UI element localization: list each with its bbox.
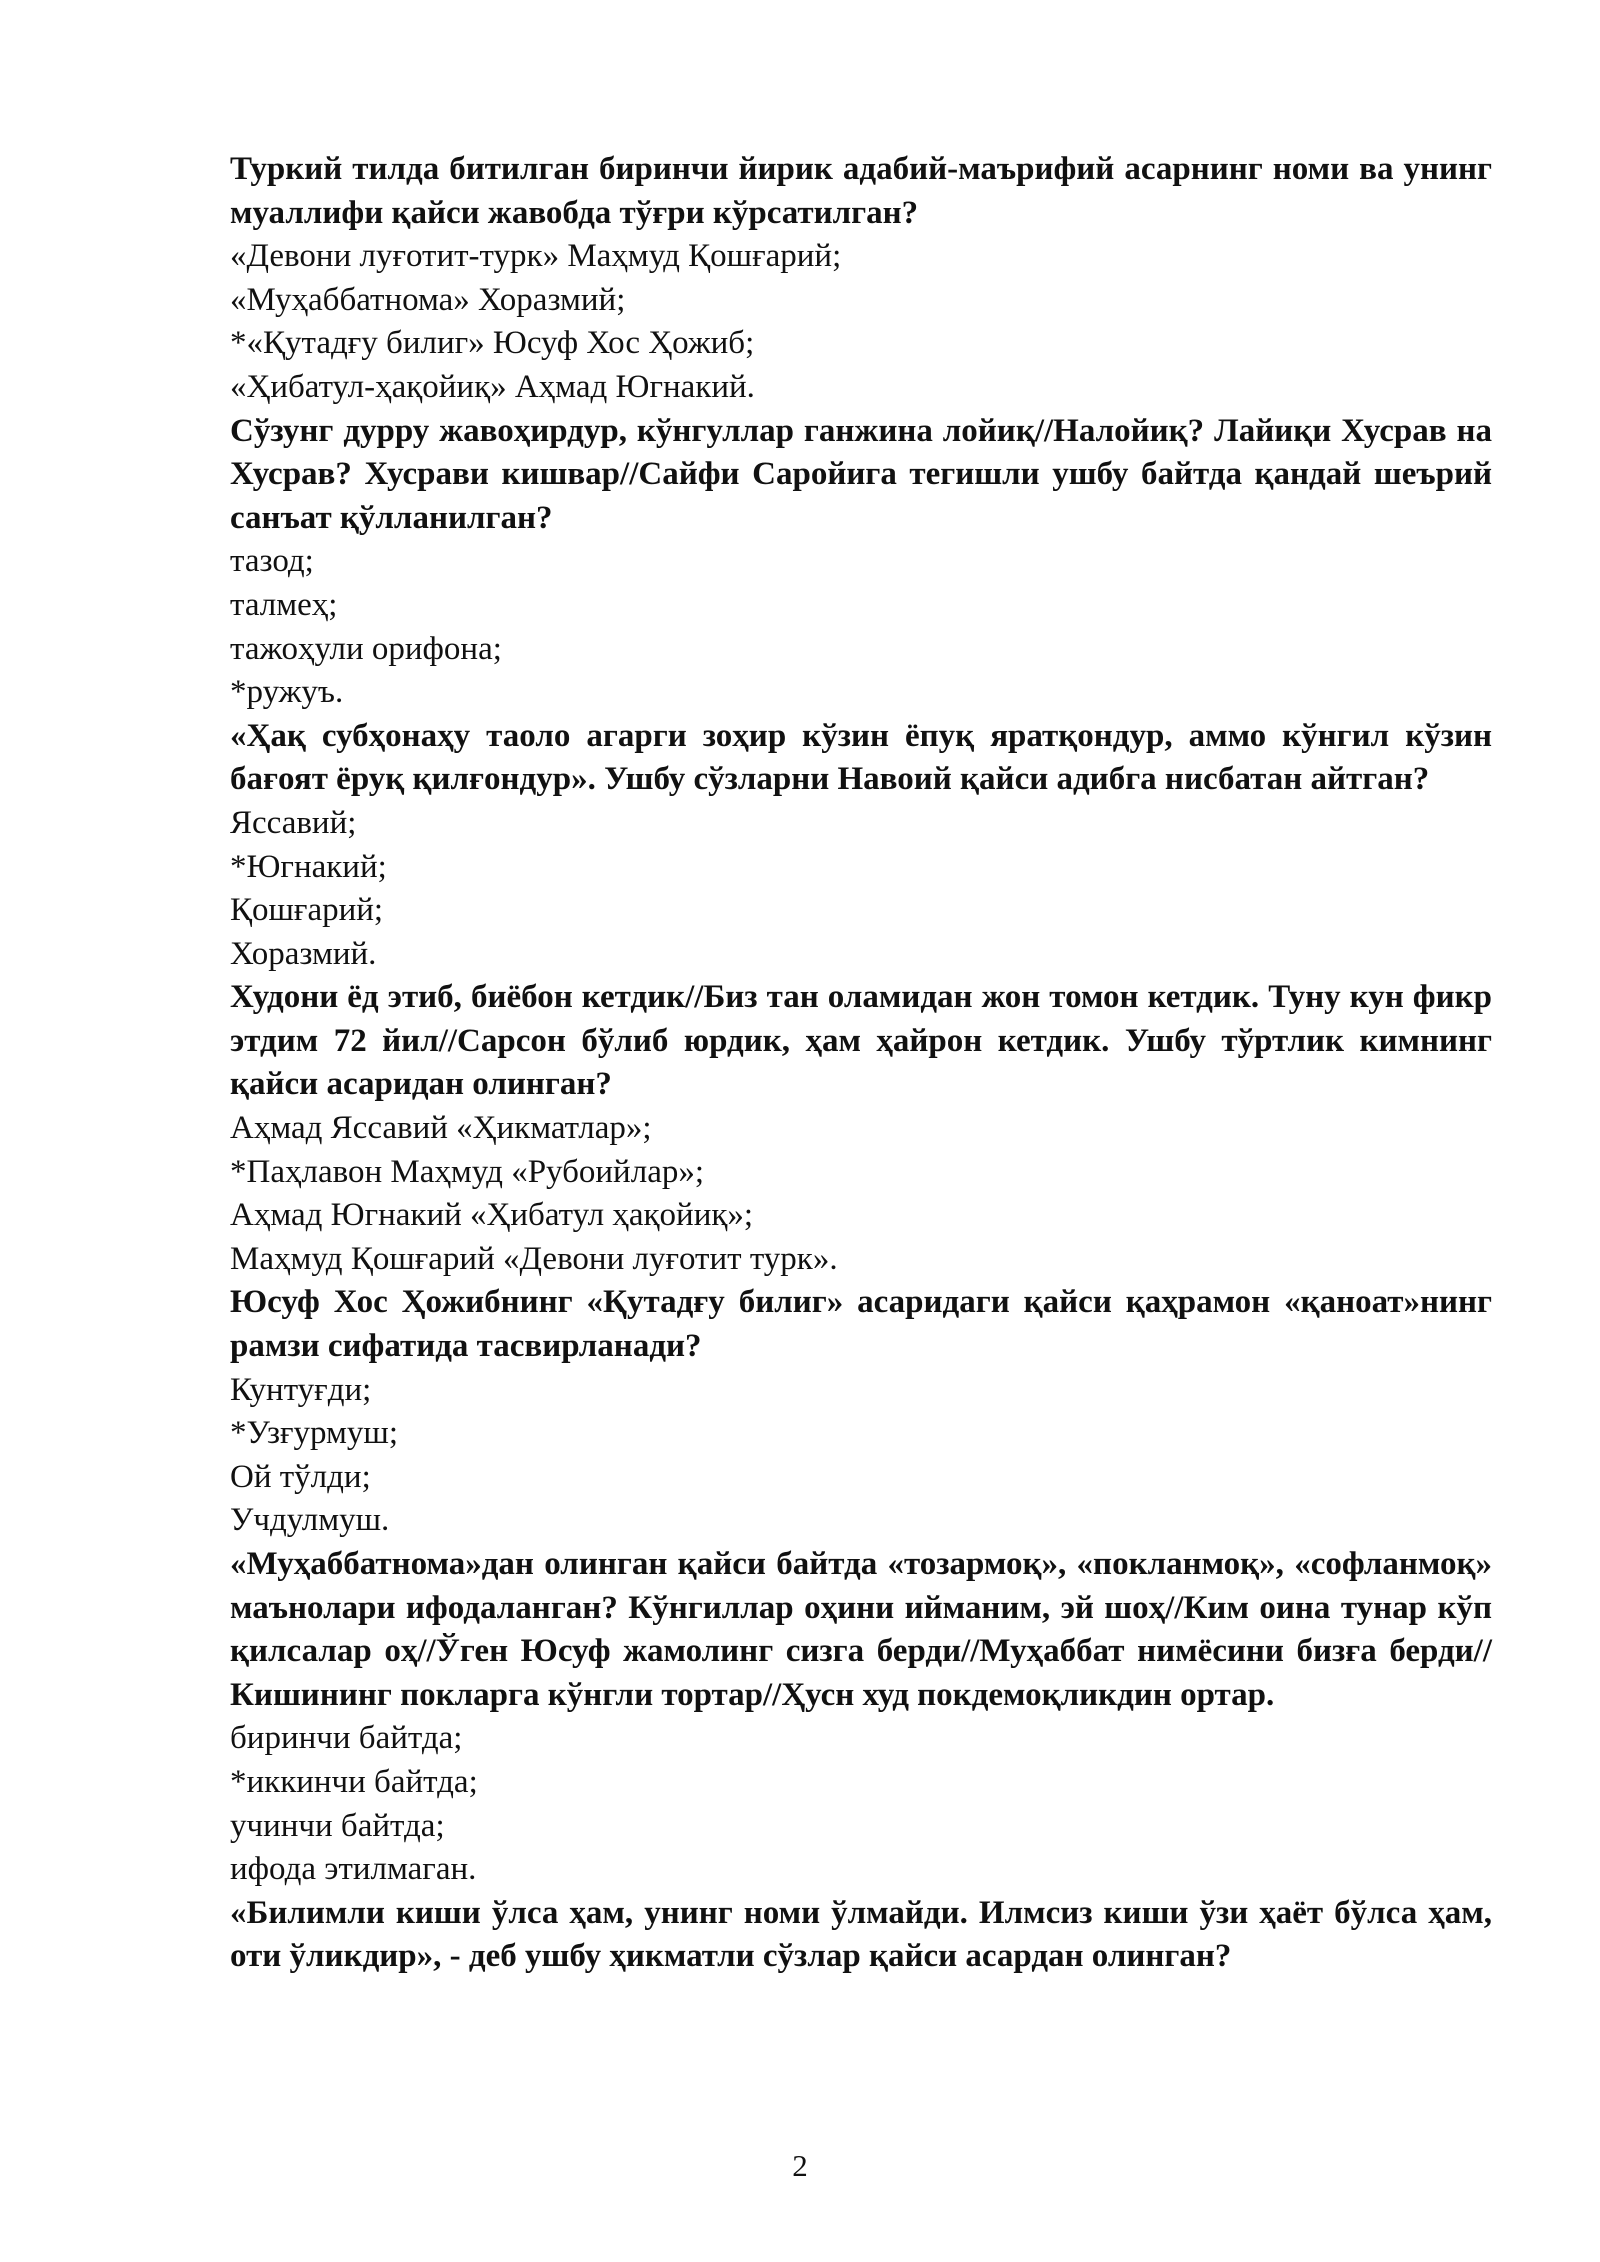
answer-option: Қошғарий;	[230, 892, 384, 929]
answer-option-correct: *Паҳлавон Маҳмуд «Рубоийлар»;	[230, 1153, 705, 1190]
answer-option: учинчи байтда;	[230, 1807, 445, 1844]
answer-option: тазод;	[230, 543, 314, 580]
question-text: Юсуф Хос Ҳожибнинг «Қутадғу билиг» асаридаги қайси қаҳрамон «қаноат»нинг рамзи сифатида тасвирланади?	[230, 1284, 1492, 1365]
question-block-7	[230, 1892, 1492, 1979]
question-text: Худони ёд этиб, биёбон кетдик//Биз тан оламидан жон томон кетдик. Туну кун фикр этдим 72 йил//Сарсон бўлиб юрдик, ҳам ҳайрон кетдик. Ушбу тўртлик кимнинг қайси асаридан олинган?	[230, 979, 1492, 1103]
answer-option: Аҳмад Югнакий «Ҳибатул ҳақойиқ»;	[230, 1197, 754, 1234]
answer-option-correct: *Узғурмуш;	[230, 1415, 398, 1452]
answer-option: Ой тўлди;	[230, 1458, 371, 1495]
answer-option: «Муҳаббатнома» Хоразмий;	[230, 281, 626, 318]
answer-option-correct: *Югнакий;	[230, 848, 387, 885]
question-block-4	[230, 976, 1492, 1281]
answer-option: «Ҳибатул-ҳақойиқ» Аҳмад Югнакий.	[230, 368, 755, 405]
answer-option-correct: *ружуъ.	[230, 674, 344, 711]
answer-option: тажоҳули орифона;	[230, 630, 502, 667]
answer-option: Аҳмад Яссавий «Ҳикматлар»;	[230, 1110, 652, 1147]
question-text: Сўзунг дурру жавоҳирдур, кўнгуллар ганжина лойиқ//Налойиқ? Лайиқи Хусрав на Хусрав? Хусрави кишвар//Сайфи Саройига тегишли ушбу байтда қандай шеърий санъат қўлланилган?	[230, 412, 1492, 536]
answer-option: Маҳмуд Қошғарий «Девони луғотит турк».	[230, 1240, 838, 1277]
answer-option: талмеҳ;	[230, 586, 338, 623]
question-block-3	[230, 715, 1492, 977]
answer-option: Яссавий;	[230, 804, 357, 841]
answer-option: «Девони луғотит-турк» Маҳмуд Қошғарий;	[230, 238, 842, 275]
answer-option: Учдулмуш.	[230, 1502, 390, 1539]
question-block-5	[230, 1281, 1492, 1543]
page-number: 2	[792, 2148, 808, 2183]
question-text: Туркий тилда битилган биринчи йирик адабий-маърифий асарнинг номи ва унинг муаллифи қайси жавобда тўғри кўрсатилган?	[230, 151, 1492, 231]
answer-option: ифода этилмаган.	[230, 1851, 477, 1888]
question-block-1	[230, 148, 1492, 410]
question-text: «Муҳаббатнома»дан олинган қайси байтда «тозармоқ», «покланмоқ», «софланмоқ» маънолари ифодаланган? Кўнгиллар оҳини ийманим, эй шоҳ//Ким оина тунар кўп қилсалар оҳ//Ўген Юсуф жамолинг сизга берди//Муҳаббат нимёсини бизға берди//Кишининг покларга кўнгли тортар//Ҳусн худ покдемоқликдин ортар.	[230, 1546, 1492, 1713]
answer-option: Хоразмий.	[230, 935, 377, 972]
answer-option: биринчи байтда;	[230, 1720, 463, 1757]
question-text: «Ҳақ субҳонаҳу таоло агарги зоҳир кўзин ёпуқ яратқондур, аммо кўнгил кўзин бағоят ёруқ қилғондур». Ушбу сўзларни Навоий қайси адибга нисбатан айтган?	[230, 717, 1492, 798]
question-block-2	[230, 410, 1492, 715]
question-block-6	[230, 1543, 1492, 1892]
answer-option: Кунтуғди;	[230, 1371, 372, 1408]
answer-option-correct: *иккинчи байтда;	[230, 1763, 478, 1800]
question-text: «Билимли киши ўлса ҳам, унинг номи ўлмайди. Илмсиз киши ўзи ҳаёт бўлса ҳам, оти ўликдир», - деб ушбу ҳикматли сўзлар қайси асардан олинган?	[230, 1894, 1492, 1975]
document-body	[230, 148, 1492, 1979]
answer-option-correct: *«Қутадғу билиг» Юсуф Хос Ҳожиб;	[230, 325, 755, 362]
